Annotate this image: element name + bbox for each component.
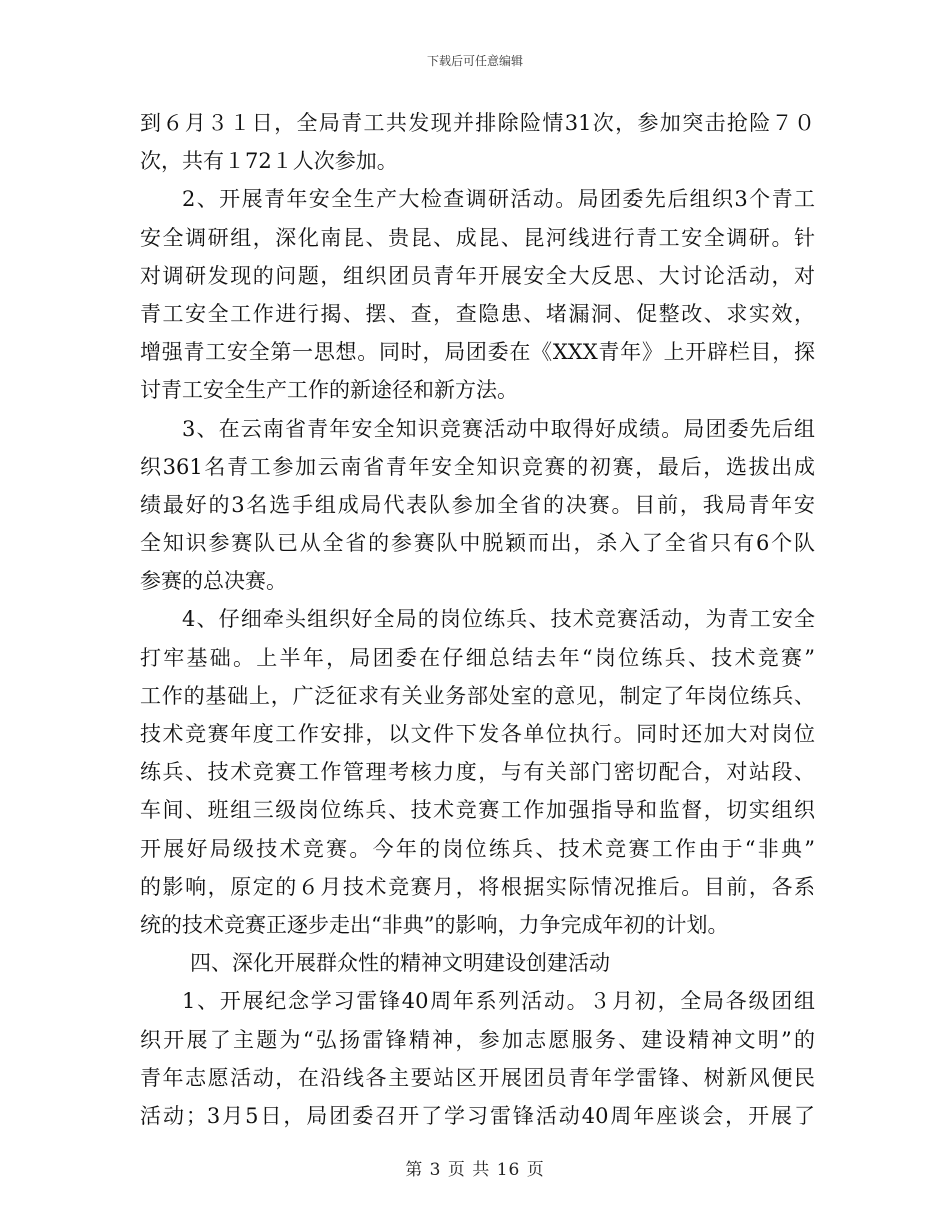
text-line: 统的技术竞赛正逐步走出“非典”的影响，力争完成年初的计划。 [140,912,729,937]
text-line: 开展好局级技术竞赛。今年的岗位练兵、技术竞赛工作由于“非典” [140,836,815,861]
text-line: 青工安全工作进行揭、摆、查，查隐患、堵漏洞、促整改、求实效， [140,301,815,326]
text-line: 打牢基础。上半年，局团委在仔细总结去年“岗位练兵、技术竞赛” [140,645,815,670]
text-line: 车间、班组三级岗位练兵、技术竞赛工作加强指导和监督，切实组织 [140,798,815,823]
text-line: 讨青工安全生产工作的新途径和新方法。 [140,378,518,403]
text-line: 1、开展纪念学习雷锋40周年系列活动。３月初，全局各级团组 [182,989,815,1014]
text-line: 绩最好的3名选手组成局代表队参加全省的决赛。目前，我局青年安 [140,492,815,517]
text-line: 安全调研组，深化南昆、贵昆、成昆、昆河线进行青工安全调研。针 [140,225,815,250]
text-line: 练兵、技术竞赛工作管理考核力度，与有关部门密切配合，对站段、 [140,760,815,785]
text-line: 青年志愿活动，在沿线各主要站区开展团员青年学雷锋、树新风便民 [140,1065,815,1090]
text-line: 织开展了主题为“弘扬雷锋精神，参加志愿服务、建设精神文明”的 [140,1027,815,1052]
text-line: 工作的基础上，广泛征求有关业务部处室的意见，制定了年岗位练兵、 [140,683,815,708]
text-line: 2、开展青年安全生产大检查调研活动。局团委先后组织3个青工 [182,187,815,212]
text-line: 到６月３１日，全局青工共发现并排除险情31次，参加突击抢险７０ [140,111,815,135]
text-line: 全知识参赛队已从全省的参赛队中脱颖而出，杀入了全省只有6个队 [140,531,815,556]
text-line: 织361名青工参加云南省青年安全知识竞赛的初赛，最后，选拔出成 [140,454,815,479]
text-line: 参赛的总决赛。 [140,569,287,594]
text-line: 的影响，原定的６月技术竞赛月，将根据实际情况推后。目前，各系 [140,874,815,899]
text-line: 技术竞赛年度工作安排，以文件下发各单位执行。同时还加大对岗位 [140,722,815,746]
text-line: 对调研发现的问题，组织团员青年开展安全大反思、大讨论活动，对 [140,263,815,288]
section-heading: 四、深化开展群众性的精神文明建设创建活动 [190,951,610,976]
page-number: 第 3 页 共 16 页 [405,1160,545,1180]
page-header-note: 下载后可任意编辑 [426,54,523,68]
text-line: 活动；3月5日，局团委召开了学习雷锋活动40周年座谈会，开展了 [140,1103,815,1128]
text-line: 次，共有１72１人次参加。 [140,149,398,174]
document-body [140,104,815,1135]
text-line: 3、在云南省青年安全知识竞赛活动中取得好成绩。局团委先后组 [182,416,815,441]
text-line: 增强青工安全第一思想。同时，局团委在《XXX青年》上开辟栏目，探 [140,340,815,365]
text-line: 4、仔细牵头组织好全局的岗位练兵、技术竞赛活动，为青工安全 [182,607,815,632]
